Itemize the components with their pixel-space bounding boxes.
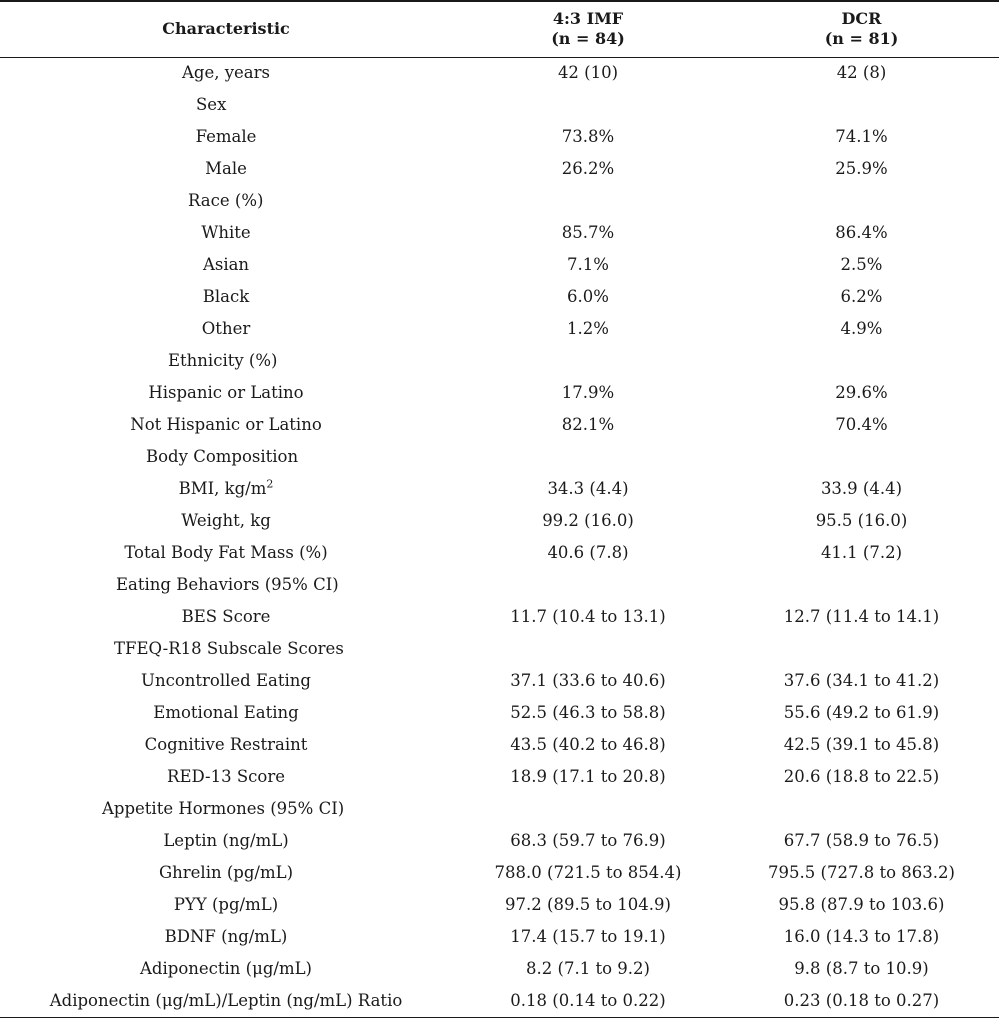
dcr-value-cell: 42 (8) xyxy=(836,63,887,83)
imf-value-cell: 82.1% xyxy=(561,415,615,434)
table-row xyxy=(0,985,999,1017)
dcr-value-cell xyxy=(724,633,999,665)
section-label: Body Composition xyxy=(146,447,299,466)
table-row xyxy=(0,825,999,857)
characteristic-cell xyxy=(0,953,452,985)
table-row xyxy=(0,665,999,697)
table-header xyxy=(0,1,999,57)
header-group-dcr-name: DCR xyxy=(841,9,882,29)
characteristic-label: Ghrelin (pg/mL) xyxy=(158,863,294,882)
table-row xyxy=(0,697,999,729)
section-label: TFEQ-R18 Subscale Scores xyxy=(114,639,344,658)
table-row xyxy=(0,313,999,345)
section-label-cell xyxy=(0,793,452,825)
dcr-value-cell: 29.6% xyxy=(835,383,888,402)
imf-value-cell: 6.0% xyxy=(567,287,609,306)
dcr-value-cell: 6.2% xyxy=(840,287,883,306)
dcr-value-cell: 41.1 (7.2) xyxy=(820,543,903,562)
header-group-imf xyxy=(452,1,724,57)
characteristic-cell xyxy=(0,217,452,249)
characteristic-cell xyxy=(0,153,452,185)
dcr-value-cell xyxy=(724,185,999,217)
dcr-value-cell: 0.23 (0.18 to 0.27) xyxy=(724,985,999,1017)
table-row xyxy=(0,409,999,441)
table-row xyxy=(0,569,999,601)
characteristic-label: Leptin (ng/mL) xyxy=(163,831,289,850)
imf-value-cell: 11.7 (10.4 to 13.1) xyxy=(510,607,666,626)
imf-value-cell: 17.9% xyxy=(561,383,615,402)
imf-value-cell xyxy=(452,793,724,825)
characteristic-cell xyxy=(0,921,452,953)
characteristic-label: Adiponectin (μg/mL)/Leptin (ng/mL) Ratio xyxy=(49,990,403,1010)
section-label-cell xyxy=(0,569,452,601)
imf-value-cell: 40.6 (7.8) xyxy=(547,543,629,562)
dcr-value-cell: 74.1% xyxy=(835,127,888,146)
imf-value-cell xyxy=(452,185,724,217)
header-characteristic: Characteristic xyxy=(0,1,452,57)
dcr-value-cell: 20.6 (18.8 to 22.5) xyxy=(783,767,940,786)
characteristic-cell xyxy=(0,473,452,505)
characteristic-cell xyxy=(0,505,452,537)
dcr-value-cell: 16.0 (14.3 to 17.8) xyxy=(783,927,940,946)
table-row xyxy=(0,729,999,761)
imf-value-cell xyxy=(452,441,724,473)
characteristic-cell xyxy=(0,729,452,761)
characteristic-label: BDNF (ng/mL) xyxy=(164,927,288,946)
dcr-value-cell xyxy=(724,345,999,377)
table-row xyxy=(0,953,999,985)
characteristic-cell xyxy=(0,985,452,1017)
characteristic-label: Female xyxy=(195,127,257,146)
table-row xyxy=(0,89,999,121)
characteristic-cell xyxy=(0,249,452,281)
characteristic-label: Weight, kg xyxy=(181,511,271,530)
characteristic-cell xyxy=(0,761,452,793)
imf-value-cell: 18.9 (17.1 to 20.8) xyxy=(510,767,666,786)
table-row xyxy=(0,153,999,185)
imf-value-cell: 43.5 (40.2 to 46.8) xyxy=(510,735,666,754)
table-row xyxy=(0,601,999,633)
header-group-imf-name: 4:3 IMF xyxy=(552,9,624,29)
table-row xyxy=(0,793,999,825)
imf-value-cell: 788.0 (721.5 to 854.4) xyxy=(494,863,682,882)
characteristic-cell xyxy=(0,377,452,409)
characteristic-label: PYY (pg/mL) xyxy=(173,895,279,914)
characteristic-cell xyxy=(0,121,452,153)
table-row xyxy=(0,505,999,537)
characteristic-label: Uncontrolled Eating xyxy=(141,671,311,690)
imf-value-cell xyxy=(452,633,724,665)
table-row xyxy=(0,441,999,473)
characteristic-label: White xyxy=(201,223,251,242)
characteristic-cell xyxy=(0,665,452,697)
dcr-value-cell: 4.9% xyxy=(840,319,883,338)
dcr-value-cell xyxy=(724,441,999,473)
dcr-value-cell: 70.4% xyxy=(835,415,888,434)
dcr-value-cell xyxy=(724,89,999,121)
dcr-value-cell: 25.9% xyxy=(835,159,888,178)
characteristic-cell xyxy=(0,889,452,921)
imf-value-cell: 42 (10) xyxy=(557,63,619,83)
imf-value-cell: 34.3 (4.4) xyxy=(547,479,629,498)
characteristic-label: Black xyxy=(202,287,250,306)
section-label-cell xyxy=(0,89,452,121)
dcr-value-cell: 2.5% xyxy=(840,255,883,274)
section-label: Appetite Hormones (95% CI) xyxy=(102,799,345,818)
imf-value-cell: 37.1 (33.6 to 40.6) xyxy=(510,671,666,690)
dcr-value-cell xyxy=(724,793,999,825)
imf-value-cell: 0.18 (0.14 to 0.22) xyxy=(452,985,724,1017)
characteristic-cell xyxy=(0,409,452,441)
characteristic-label: Hispanic or Latino xyxy=(148,383,304,402)
header-group-imf-n: (n = 84) xyxy=(551,29,625,49)
characteristic-cell xyxy=(0,857,452,889)
imf-value-cell: 52.5 (46.3 to 58.8) xyxy=(510,703,666,722)
table-row xyxy=(0,185,999,217)
characteristic-cell xyxy=(0,313,452,345)
table-row xyxy=(0,921,999,953)
characteristic-label: Age, years xyxy=(181,63,270,83)
imf-value-cell: 68.3 (59.7 to 76.9) xyxy=(510,831,666,850)
characteristic-cell xyxy=(0,825,452,857)
characteristic-label: Cognitive Restraint xyxy=(144,735,308,754)
dcr-value-cell: 33.9 (4.4) xyxy=(820,479,903,498)
dcr-value-cell: 67.7 (58.9 to 76.5) xyxy=(783,831,940,850)
table-row xyxy=(0,57,999,89)
imf-value-cell: 99.2 (16.0) xyxy=(542,511,634,530)
section-label: Eating Behaviors (95% CI) xyxy=(116,575,339,594)
characteristic-label: Asian xyxy=(202,255,250,274)
superscript: 2 xyxy=(266,477,274,491)
characteristic-label: BES Score xyxy=(181,607,271,626)
section-label-cell xyxy=(0,633,452,665)
characteristic-label: Other xyxy=(201,319,251,338)
table-row xyxy=(0,345,999,377)
dcr-value-cell xyxy=(724,569,999,601)
imf-value-cell: 17.4 (15.7 to 19.1) xyxy=(510,927,666,946)
table-row xyxy=(0,377,999,409)
dcr-value-cell: 95.8 (87.9 to 103.6) xyxy=(778,895,945,914)
section-label-cell xyxy=(0,441,452,473)
table-row xyxy=(0,857,999,889)
header-row xyxy=(0,1,999,57)
section-label: Race (%) xyxy=(188,191,264,210)
imf-value-cell: 7.1% xyxy=(567,255,609,274)
table-row xyxy=(0,537,999,569)
characteristic-cell xyxy=(0,601,452,633)
table-row xyxy=(0,889,999,921)
dcr-value-cell: 37.6 (34.1 to 41.2) xyxy=(783,671,940,690)
characteristic-cell xyxy=(0,281,452,313)
characteristic-label: RED-13 Score xyxy=(167,767,285,786)
imf-value-cell: 8.2 (7.1 to 9.2) xyxy=(526,959,650,978)
characteristic-cell xyxy=(0,537,452,569)
imf-value-cell: 1.2% xyxy=(567,319,609,338)
characteristic-cell xyxy=(0,697,452,729)
dcr-value-cell: 12.7 (11.4 to 14.1) xyxy=(783,607,940,626)
imf-value-cell: 26.2% xyxy=(561,159,615,178)
section-label-cell xyxy=(0,185,452,217)
characteristic-label: Adiponectin (μg/mL) xyxy=(140,959,312,978)
table-body xyxy=(0,57,999,1017)
characteristic-label: Total Body Fat Mass (%) xyxy=(124,543,328,562)
dcr-value-cell: 86.4% xyxy=(835,223,888,242)
table-row xyxy=(0,761,999,793)
section-label: Sex xyxy=(196,95,227,114)
characteristic-label: BMI, kg/m xyxy=(178,479,267,498)
section-label: Ethnicity (%) xyxy=(168,351,278,370)
dcr-value-cell: 95.5 (16.0) xyxy=(815,511,908,530)
imf-value-cell xyxy=(452,345,724,377)
imf-value-cell: 73.8% xyxy=(561,127,615,146)
dcr-value-cell: 42.5 (39.1 to 45.8) xyxy=(783,735,940,754)
dcr-value-cell: 9.8 (8.7 to 10.9) xyxy=(794,959,929,978)
table-row xyxy=(0,633,999,665)
imf-value-cell xyxy=(452,569,724,601)
characteristic-cell xyxy=(0,57,452,89)
section-label-cell xyxy=(0,345,452,377)
table-row xyxy=(0,281,999,313)
table-row xyxy=(0,473,999,505)
characteristic-label: Male xyxy=(205,159,247,178)
dcr-value-cell: 55.6 (49.2 to 61.9) xyxy=(783,703,940,722)
imf-value-cell xyxy=(452,89,724,121)
header-group-dcr xyxy=(724,1,999,57)
table-row xyxy=(0,249,999,281)
table-row xyxy=(0,217,999,249)
table-row xyxy=(0,121,999,153)
dcr-value-cell: 795.5 (727.8 to 863.2) xyxy=(768,863,955,882)
characteristic-label: Emotional Eating xyxy=(153,703,299,722)
imf-value-cell: 85.7% xyxy=(561,223,615,242)
imf-value-cell: 97.2 (89.5 to 104.9) xyxy=(505,895,671,914)
header-group-dcr-n: (n = 81) xyxy=(824,29,899,49)
characteristic-label: Not Hispanic or Latino xyxy=(130,415,322,434)
